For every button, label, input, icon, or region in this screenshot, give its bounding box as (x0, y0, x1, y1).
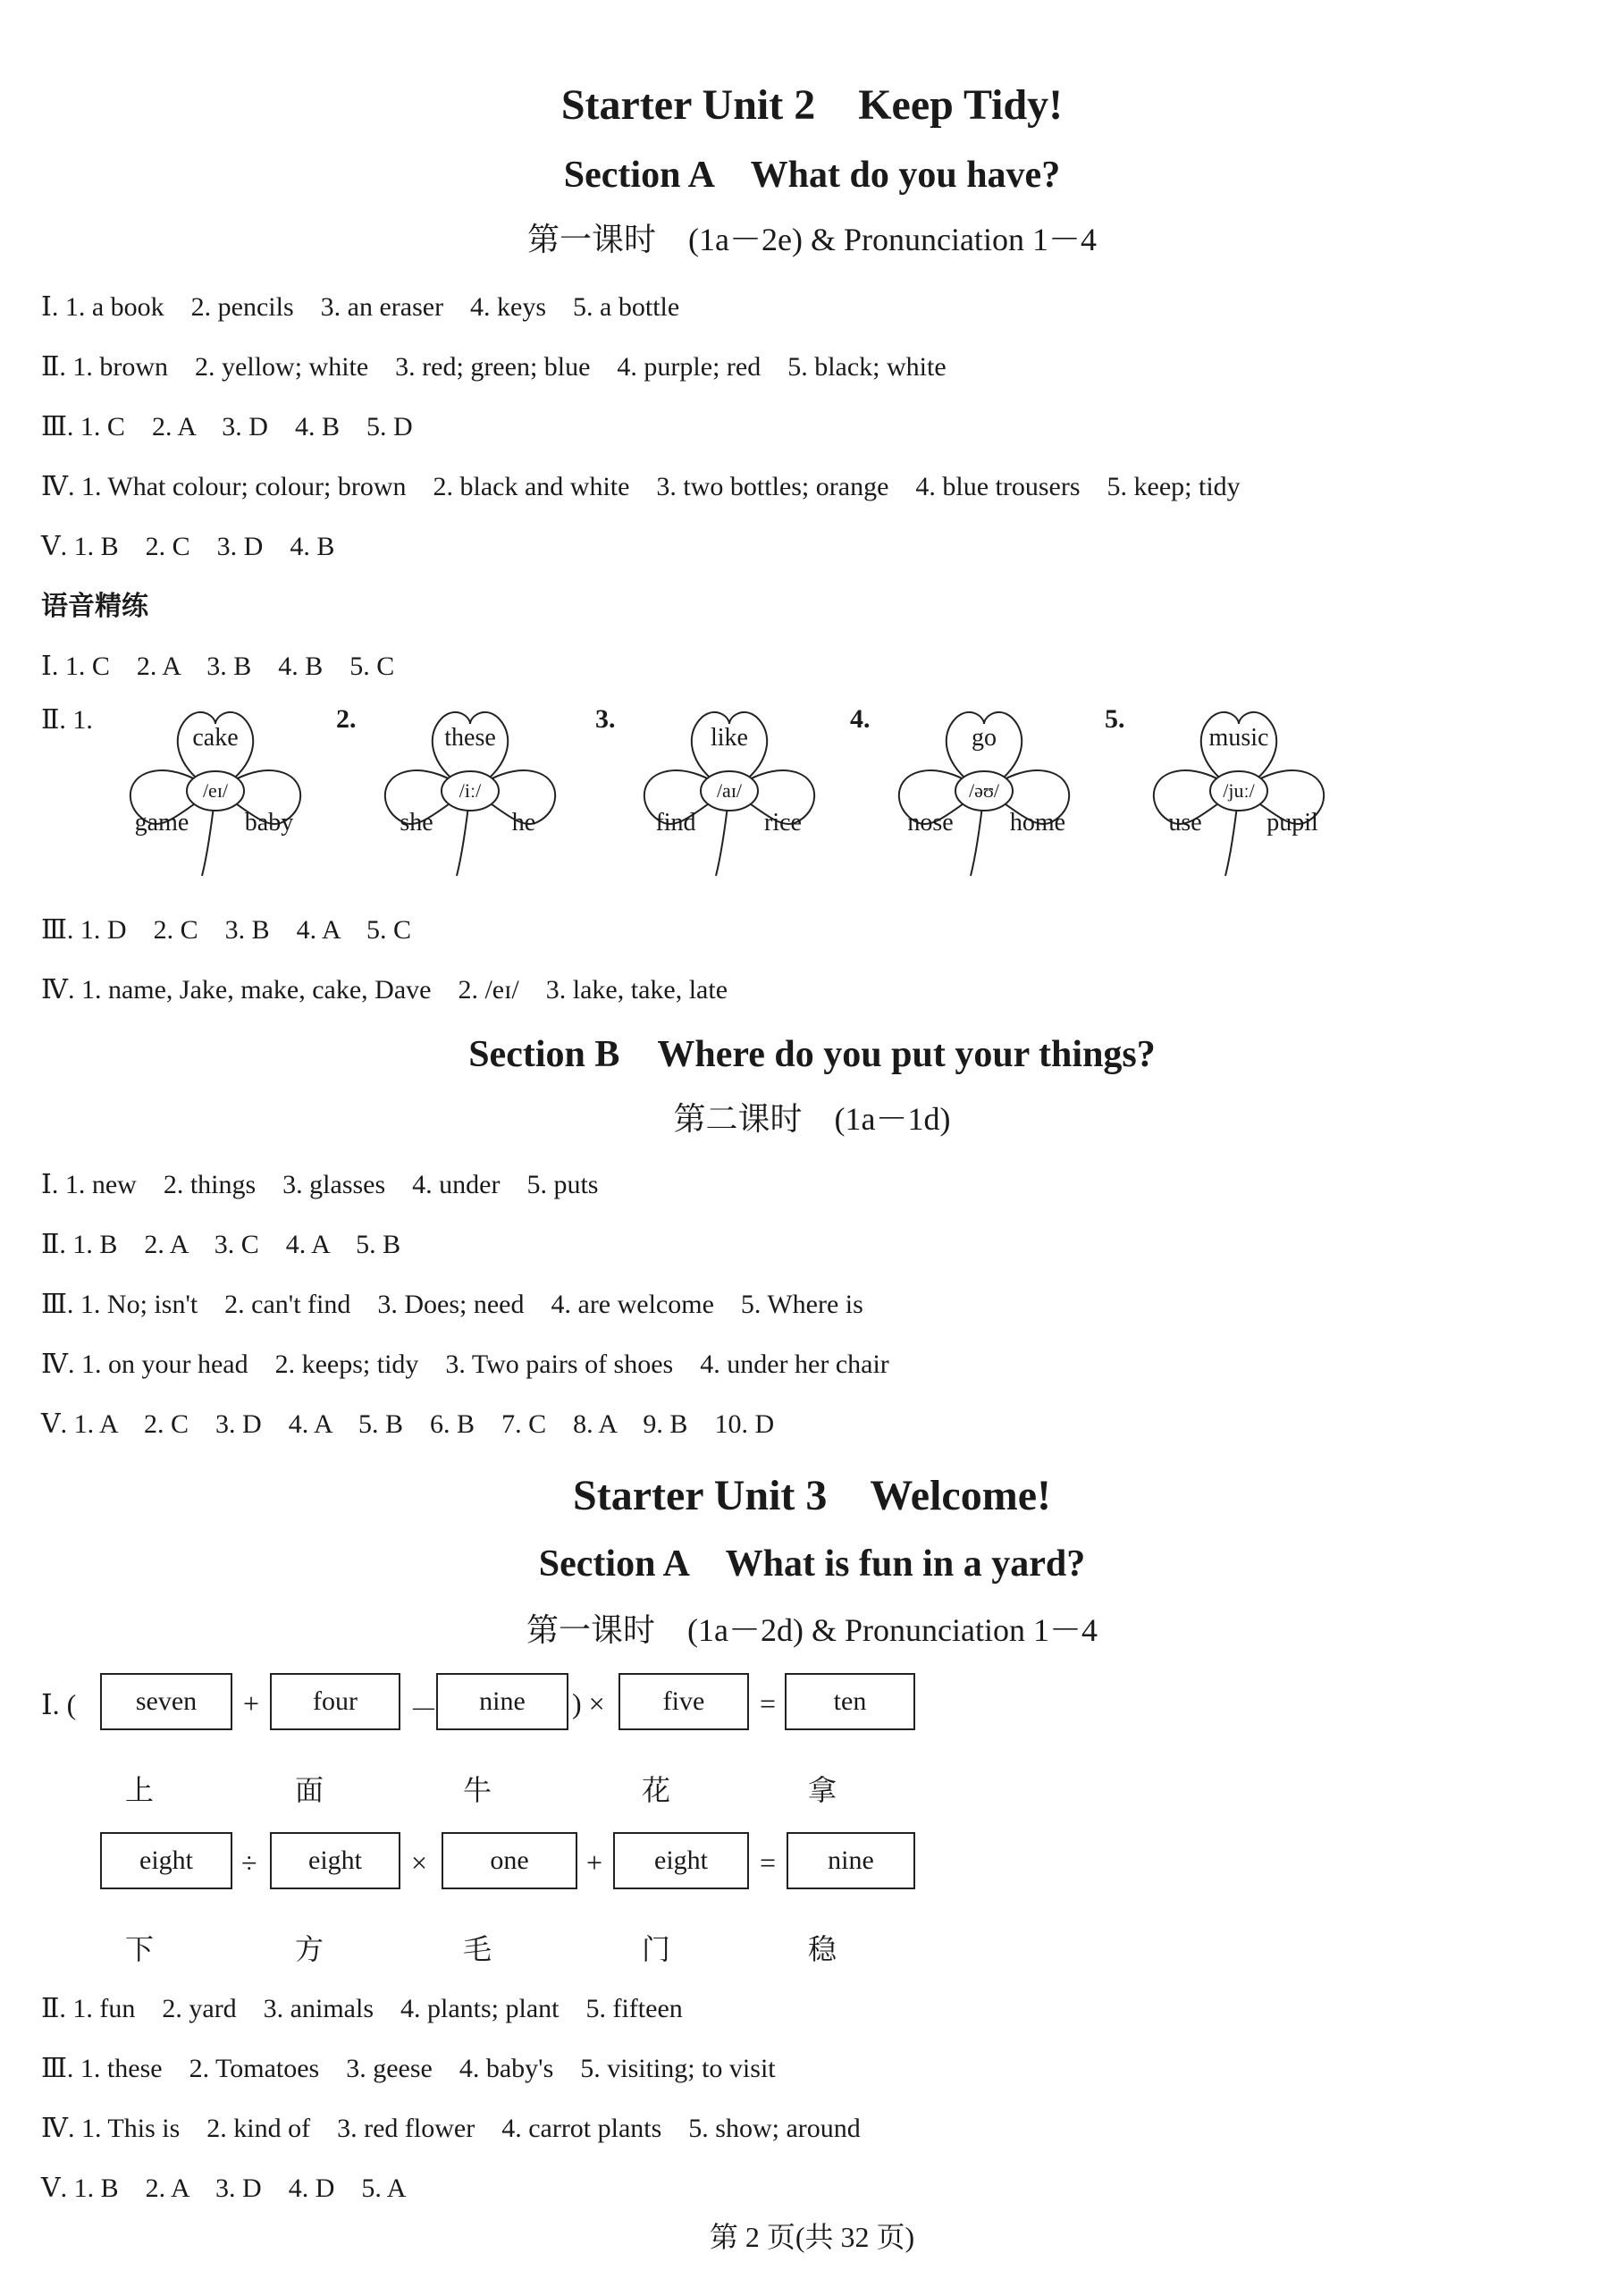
flower-top-word: these (444, 724, 496, 752)
number-box: eight (613, 1832, 749, 1889)
number-box: eight (100, 1832, 232, 1889)
answer-line: Ⅱ. 1. B 2. A 3. C 4. A 5. B (41, 1230, 401, 1259)
answer-line: Ⅱ. 1. fun 2. yard 3. animals 4. plants; plant 5. fifteen (41, 1994, 683, 2023)
operator: = (760, 1846, 777, 1879)
page-footer: 第 2 页(共 32 页) (709, 2221, 915, 2253)
number-box: one (442, 1832, 577, 1889)
number-box: nine (436, 1673, 568, 1730)
operator: × (411, 1846, 428, 1879)
flower-right-word: rice (764, 809, 802, 837)
number-box: nine (787, 1832, 915, 1889)
flower-left-word: game (134, 809, 189, 837)
operator: + (243, 1687, 260, 1719)
unit2-section-b-title: Section B Where do you put your things? (468, 1034, 1156, 1075)
flower-number: 2. (336, 704, 357, 734)
chinese-char: 上 (125, 1774, 155, 1806)
phonetic-flower (104, 697, 327, 885)
operator: － (409, 1694, 439, 1726)
answer-line: Ⅴ. 1. B 2. A 3. D 4. D 5. A (41, 2173, 407, 2203)
flower-phoneme: /aɪ/ (716, 779, 743, 802)
answer-line: Ⅰ. 1. new 2. things 3. glasses 4. under 5. puts (41, 1170, 599, 1199)
number-box: eight (270, 1832, 400, 1889)
answer-line: Ⅲ. 1. D 2. C 3. B 4. A 5. C (41, 915, 411, 945)
chinese-char: 方 (295, 1933, 324, 1965)
number-box: four (270, 1673, 400, 1730)
flowers-prefix: Ⅱ. 1. (41, 705, 93, 735)
answer-line: Ⅰ. 1. C 2. A 3. B 4. B 5. C (41, 652, 395, 681)
answer-line: Ⅲ. 1. No; isn't 2. can't find 3. Does; need 4. are welcome 5. Where is (41, 1290, 863, 1319)
unit2-section-a-title: Section A What do you have? (563, 155, 1061, 196)
flower-right-word: baby (244, 809, 294, 837)
phonetic-flower (618, 697, 841, 885)
unit3-section-a-title: Section A What is fun in a yard? (538, 1543, 1086, 1585)
operator: ) × (572, 1687, 605, 1719)
chinese-char: 牛 (463, 1774, 492, 1806)
answer-line: Ⅱ. 1. brown 2. yellow; white 3. red; green; blue 4. purple; red 5. black; white (41, 352, 947, 382)
phonetic-flower (358, 697, 582, 885)
flower-phoneme: /juː/ (1223, 779, 1255, 802)
chinese-char: 稳 (808, 1933, 837, 1965)
phonetic-flower (872, 697, 1096, 885)
flower-top-word: go (972, 724, 997, 752)
unit3-lesson1-title: 第一课时 (1a－2d) & Pronunciation 1－4 (526, 1612, 1098, 1648)
operator: ÷ (241, 1846, 257, 1879)
chinese-char: 门 (642, 1933, 671, 1965)
flower-phoneme: /əʊ/ (968, 779, 1000, 802)
unit2-lesson1-title: 第一课时 (1a－2e) & Pronunciation 1－4 (527, 222, 1097, 257)
answer-line: Ⅳ. 1. on your head 2. keeps; tidy 3. Two pairs of shoes 4. under her chair (41, 1349, 889, 1379)
phonetics-heading: 语音精练 (41, 592, 148, 621)
unit2-lesson2-title: 第二课时 (1a－1d) (673, 1101, 951, 1137)
chinese-char: 面 (295, 1774, 324, 1806)
flower-right-word: home (1009, 809, 1066, 837)
flower-top-word: cake (192, 724, 239, 752)
answer-line: Ⅰ. 1. a book 2. pencils 3. an eraser 4. keys 5. a bottle (41, 292, 680, 322)
flower-left-word: nose (907, 809, 954, 837)
answer-line: Ⅳ. 1. name, Jake, make, cake, Dave 2. /eɪ/ 3. lake, take, late (41, 975, 728, 1005)
flower-left-word: find (655, 809, 696, 837)
flower-top-word: like (711, 724, 748, 752)
unit2-title: Starter Unit 2 Keep Tidy! (560, 81, 1064, 129)
answer-line: Ⅳ. 1. This is 2. kind of 3. red flower 4. carrot plants 5. show; around (41, 2114, 861, 2143)
operator: + (586, 1846, 603, 1879)
flower-left-word: use (1168, 809, 1202, 837)
flower-right-word: pupil (1266, 809, 1318, 837)
phonetic-flowers (41, 697, 1337, 903)
number-box: five (618, 1673, 749, 1730)
answer-line: Ⅲ. 1. C 2. A 3. D 4. B 5. D (41, 412, 413, 441)
answer-line: Ⅲ. 1. these 2. Tomatoes 3. geese 4. baby's 5. visiting; to visit (41, 2054, 776, 2083)
chinese-char: 毛 (463, 1933, 492, 1965)
flower-left-word: she (400, 809, 433, 837)
flower-number: 4. (850, 704, 871, 734)
flower-right-word: he (511, 809, 536, 837)
chinese-char: 拿 (808, 1774, 837, 1806)
chinese-char: 花 (642, 1774, 671, 1806)
flower-number: 5. (1105, 704, 1125, 734)
flower-top-word: music (1208, 724, 1269, 752)
number-box: seven (100, 1673, 232, 1730)
answer-line: Ⅴ. 1. A 2. C 3. D 4. A 5. B 6. B 7. C 8. A 9. B 10. D (41, 1409, 775, 1439)
answer-line: Ⅳ. 1. What colour; colour; brown 2. black and white 3. two bottles; orange 4. blue trousers 5. keep; tidy (41, 472, 1241, 501)
operator: = (760, 1687, 777, 1719)
phonetic-flower (1127, 697, 1351, 885)
equation-prefix: Ⅰ. ( (41, 1688, 77, 1720)
flower-phoneme: /eɪ/ (202, 779, 229, 802)
flower-number: 3. (595, 704, 616, 734)
flower-phoneme: /iː/ (459, 779, 482, 802)
chinese-char: 下 (125, 1933, 155, 1965)
unit3-title: Starter Unit 3 Welcome! (573, 1472, 1051, 1519)
answer-line: Ⅴ. 1. B 2. C 3. D 4. B (41, 532, 335, 561)
number-box: ten (785, 1673, 915, 1730)
